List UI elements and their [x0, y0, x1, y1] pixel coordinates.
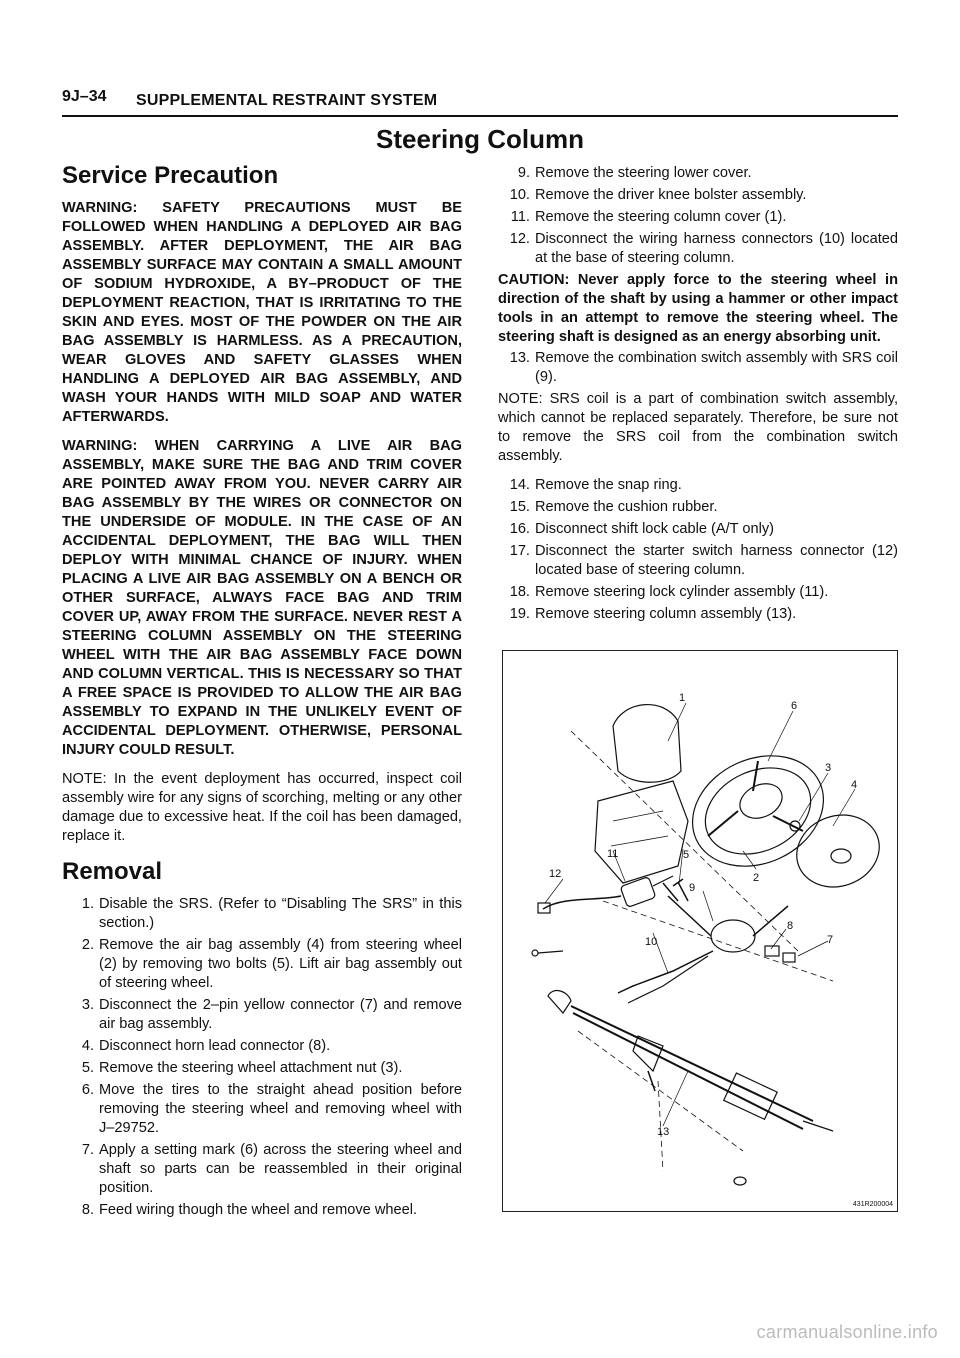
step-number: 14.	[509, 477, 530, 493]
step-text: Apply a setting mark (6) across the steering wheel and shaft so parts can be reassembled in their original position.	[99, 1142, 462, 1196]
step-text: Move the tires to the straight ahead position before removing the steering wheel and removing wheel with J–29752.	[99, 1082, 462, 1136]
step-number: 16.	[509, 521, 530, 537]
removal-step	[62, 996, 462, 1034]
callout-7: 7	[827, 934, 834, 946]
removal-step	[498, 164, 898, 183]
step-text: Feed wiring though the wheel and remove wheel.	[99, 1202, 418, 1218]
callout-2: 2	[753, 872, 760, 884]
removal-step	[62, 1059, 462, 1078]
page-header	[62, 88, 898, 116]
callout-4: 4	[851, 779, 858, 791]
steering-shaft	[571, 1006, 813, 1121]
step-text: Remove the snap ring.	[535, 477, 682, 493]
combination-switch-coil	[711, 920, 755, 952]
removal-step	[498, 186, 898, 205]
step-text: Remove the combination switch assembly with SRS coil (9).	[535, 350, 898, 385]
removal-step	[498, 542, 898, 580]
step-text: Remove the cushion rubber.	[535, 499, 718, 515]
step-number: 8.	[81, 1202, 94, 1218]
exploded-view-illustration	[503, 651, 897, 1211]
caution-steering-shaft: CAUTION: Never apply force to the steering wheel in direction of the shaft by using a hammer or other impact tools in an attempt to remove the steering wheel. The steering shaft is designed as an energy absorbing unit.	[498, 272, 898, 345]
starter-harness	[543, 896, 621, 909]
step-number: 18.	[509, 584, 530, 600]
page-number: 9J–34	[62, 88, 107, 105]
step-number: 10.	[509, 187, 530, 203]
step-text: Remove steering lock cylinder assembly (11).	[535, 584, 829, 600]
note-srs-coil: NOTE: SRS coil is a part of combination switch assembly, which cannot be replaced separately. Therefore, be sure not to remove the SRS coil from the combination switch assembly.	[498, 391, 898, 464]
removal-steps-9-12	[498, 164, 898, 268]
step-text: Disconnect horn lead connector (8).	[99, 1038, 331, 1054]
step-number: 11.	[510, 209, 530, 225]
callout-3: 3	[825, 762, 832, 774]
step-number: 4.	[81, 1038, 94, 1054]
callout-5: 5	[683, 849, 690, 861]
step-text: Remove the air bag assembly (4) from steering wheel (2) by removing two bolts (5). Lift air bag assembly out of steering wheel.	[99, 937, 462, 991]
section-title: SUPPLEMENTAL RESTRAINT SYSTEM	[136, 92, 438, 109]
step-number: 17.	[509, 543, 530, 559]
callout-6: 6	[791, 700, 798, 712]
step-text: Disconnect the starter switch harness connector (12) located base of steering column.	[535, 543, 898, 578]
step-number: 12.	[509, 231, 530, 247]
callout-9: 9	[689, 882, 696, 894]
wiring-harness	[618, 951, 713, 993]
step-number: 15.	[509, 499, 530, 515]
warning-deployed-airbag: WARNING: SAFETY PRECAUTIONS MUST BE FOLLOWED WHEN HANDLING A DEPLOYED AIR BAG ASSEMBLY. AFTER DEPLOYMENT, THE AIR BAG ASSEMBLY SURFACE MAY CONTAIN A SMALL AMOUNT OF SODIUM HYDROXIDE, A BY–PRODUCT OF THE DEPLOYMENT REACTION, THAT IS IRRITATING TO THE SKIN AND EYES. MOST OF THE POWDER ON THE AIR BAG ASSEMBLY IS HARMLESS. AS A PRECAUTION, WEAR GLOVES AND SAFETY GLASSES WHEN HANDLING A DEPLOYED AIR BAG ASSEMBLY, AND WASH YOUR HANDS WITH MILD SOAP AND WATER AFTERWARDS.	[62, 200, 462, 425]
step-text: Remove the steering lower cover.	[535, 165, 752, 181]
lock-cylinder	[620, 877, 656, 908]
removal-step	[498, 476, 898, 495]
step-text: Disconnect shift lock cable (A/T only)	[535, 521, 775, 537]
steering-wheel-rim	[674, 735, 841, 887]
removal-step	[498, 520, 898, 539]
step-number: 7.	[81, 1142, 94, 1158]
removal-step-13	[498, 349, 898, 387]
page-title: Steering Column	[375, 124, 584, 154]
step-text: Remove the steering wheel attachment nut (3).	[99, 1060, 403, 1076]
step-number: 6.	[81, 1082, 94, 1098]
removal-step	[62, 1081, 462, 1138]
note-coil-inspection: NOTE: In the event deployment has occurred, inspect coil assembly wire for any signs of scorching, melting or any other damage due to excessive heat. If the coil has been damaged, replace it.	[62, 771, 462, 844]
warning-live-airbag: WARNING: WHEN CARRYING A LIVE AIR BAG ASSEMBLY, MAKE SURE THE BAG AND TRIM COVER ARE POINTED AWAY FROM YOU. NEVER CARRY AIR BAG ASSEMBLY BY THE WIRES OR CONNECTOR ON THE UNDERSIDE OF MODULE. IN THE CASE OF AN ACCIDENTAL DEPLOYMENT, THE BAG WILL THEN DEPLOY WITH MINIMAL CHANCE OF INJURY. WHEN PLACING A LIVE AIR BAG ASSEMBLY ON A BENCH OR OTHER SURFACE, ALWAYS FACE BAG AND TRIM COVER UP, AWAY FROM THE SURFACE. NEVER REST A STEERING COLUMN ASSEMBLY ON THE STEERING WHEEL WITH THE AIR BAG ASSEMBLY FACE DOWN AND COLUMN VERTICAL. THIS IS NECESSARY SO THAT A FREE SPACE IS PROVIDED TO ALLOW THE AIR BAG ASSEMBLY TO EXPAND IN THE UNLIKELY EVENT OF ACCIDENTAL DEPLOYMENT. OTHERWISE, PERSONAL INJURY COULD RESULT.	[62, 438, 462, 758]
removal-step	[498, 583, 898, 602]
step-text: Remove the steering column cover (1).	[535, 209, 787, 225]
removal-step	[62, 1037, 462, 1056]
watermark: carmanualsonline.info	[756, 1322, 938, 1342]
removal-step	[498, 498, 898, 517]
step-number: 19.	[509, 606, 530, 622]
step-number: 9.	[517, 165, 530, 181]
removal-steps-14-19	[498, 476, 898, 624]
step-text: Remove steering column assembly (13).	[535, 606, 797, 622]
removal-step	[498, 208, 898, 227]
service-precaution-heading: Service Precaution	[62, 162, 279, 189]
callout-10: 10	[645, 936, 658, 948]
right-column	[498, 164, 898, 627]
step-number: 2.	[81, 937, 94, 953]
callout-8: 8	[787, 920, 794, 932]
removal-step	[498, 230, 898, 268]
step-text: Remove the driver knee bolster assembly.	[535, 187, 807, 203]
removal-step	[62, 1201, 462, 1220]
step-number: 1.	[81, 896, 94, 912]
steering-column-exploded-diagram	[502, 650, 898, 1212]
column-cover-lower-shape	[595, 781, 688, 883]
removal-step	[62, 895, 462, 933]
callout-11: 11	[607, 848, 619, 860]
removal-step	[62, 1141, 462, 1198]
removal-step	[498, 605, 898, 624]
step-text: Disconnect the wiring harness connectors (10) located at the base of steering column.	[535, 231, 898, 266]
removal-heading: Removal	[62, 858, 163, 885]
left-column	[62, 164, 462, 1223]
callout-1: 1	[679, 692, 686, 704]
step-number: 5.	[81, 1060, 94, 1076]
figure-code: 431R200004	[852, 1201, 893, 1208]
step-number: 3.	[81, 997, 94, 1013]
callout-12: 12	[549, 868, 562, 880]
removal-step	[62, 936, 462, 993]
removal-step	[498, 349, 898, 387]
step-text: Disconnect the 2–pin yellow connector (7) and remove air bag assembly.	[99, 997, 462, 1032]
column-cover-upper-shape	[613, 705, 681, 783]
header-divider	[62, 115, 898, 117]
column-flange	[548, 991, 571, 1013]
callout-13: 13	[657, 1126, 670, 1138]
removal-steps-1-8	[62, 895, 462, 1220]
step-text: Disable the SRS. (Refer to “Disabling The SRS” in this section.)	[99, 896, 462, 931]
step-number: 13.	[509, 350, 530, 366]
